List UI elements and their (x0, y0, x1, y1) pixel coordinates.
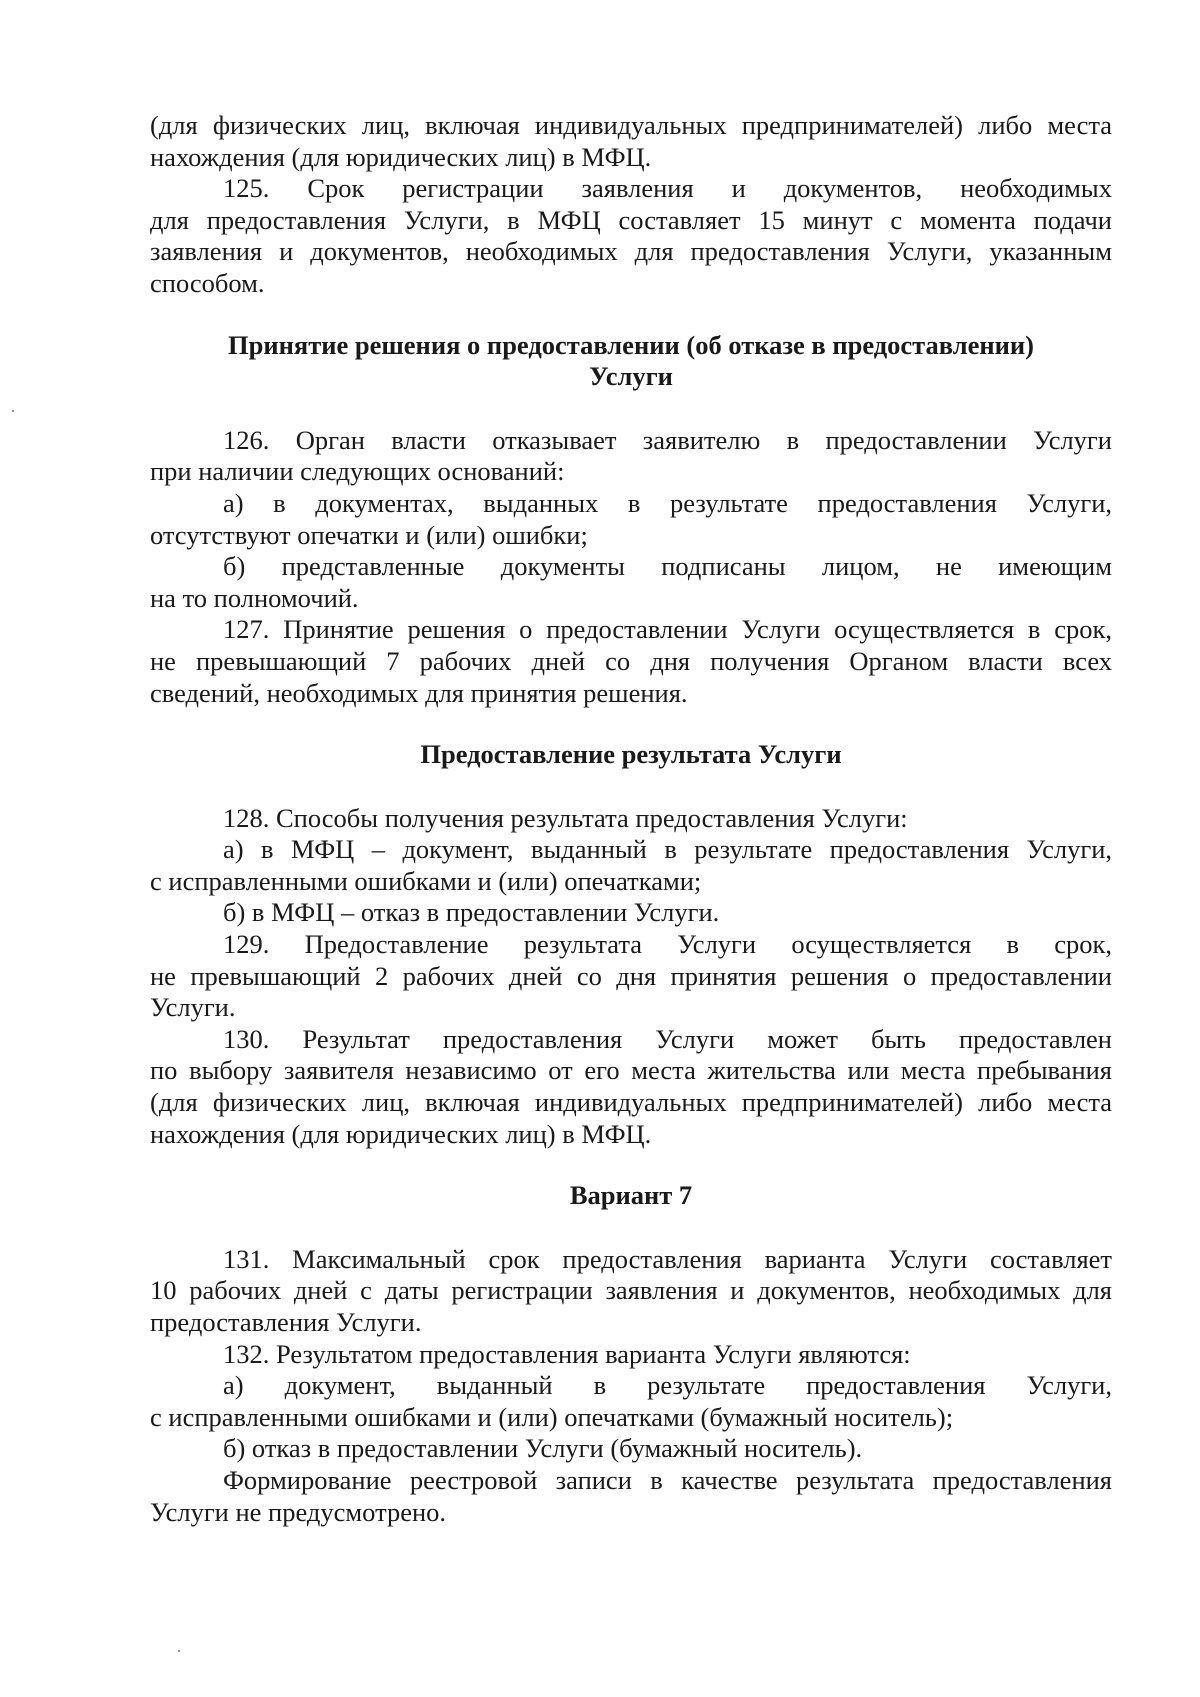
list-item-126b: б) представленные документы подписаны лицом, не имеющим (223, 551, 1112, 582)
text-line: нахождения (для юридических лиц) в МФЦ. (150, 141, 652, 172)
paragraph-131-line: предоставления Услуги. (150, 1307, 422, 1337)
paragraph-126-line: 126. Орган власти отказывает заявителю в предоставлении Услуги (223, 424, 1112, 455)
paragraph-131-line: 131. Максимальный срок предоставления варианта Услуги составляет (223, 1243, 1112, 1274)
paragraph-130-line: 130. Результат предоставления Услуги может быть предоставлен (223, 1023, 1112, 1054)
section-heading-decision: Услуги (589, 361, 673, 392)
scan-speck (12, 410, 14, 412)
section-heading-variant: Вариант 7 (569, 1180, 693, 1211)
paragraph-126-line: при наличии следующих оснований: (150, 456, 565, 487)
paragraph-128-line: 128. Способы получения результата предоставления Услуги: (223, 802, 908, 833)
paragraph-125-line: 125. Срок регистрации заявления и документов, необходимых (223, 173, 1112, 204)
paragraph-130-line: (для физических лиц, включая индивидуальных предпринимателей) либо места (150, 1087, 1112, 1118)
paragraph-129-line: 129. Предоставление результата Услуги осуществляется в срок, (223, 929, 1112, 960)
paragraph-125-line: для предоставления Услуги, в МФЦ составляет 15 минут с момента подачи (150, 204, 1112, 235)
list-item-128b: б) в МФЦ – отказ в предоставлении Услуги. (223, 897, 720, 928)
paragraph-131-line: 10 рабочих дней с даты регистрации заявления и документов, необходимых для (150, 1275, 1112, 1306)
paragraph-132-line: 132. Результатом предоставления варианта Услуги являются: (223, 1338, 911, 1369)
paragraph-129-line: Услуги. (150, 992, 236, 1023)
list-item-132a: а) документ, выданный в результате предоставления Услуги, (223, 1370, 1112, 1401)
paragraph-132-note: Услуги не предусмотрено. (150, 1496, 447, 1527)
paragraph-125-line: способом. (150, 267, 265, 298)
paragraph-129-line: не превышающий 2 рабочих дней со дня принятия решения о предоставлении (150, 960, 1112, 991)
list-item-126a: отсутствуют опечатки и (или) ошибки; (150, 519, 588, 550)
list-item-126a: а) в документах, выданных в результате предоставления Услуги, (223, 487, 1112, 518)
document-body (150, 110, 1112, 1528)
paragraph-130-line: нахождения (для юридических лиц) в МФЦ. (150, 1118, 652, 1149)
paragraph-132-note: Формирование реестровой записи в качестве результата предоставления (223, 1464, 1112, 1495)
list-item-132b: б) отказ в предоставлении Услуги (бумажный носитель). (223, 1433, 863, 1464)
paragraph-127-line: 127. Принятие решения о предоставлении Услуги осуществляется в срок, (223, 614, 1112, 645)
text-line: (для физических лиц, включая индивидуальных предпринимателей) либо места (150, 110, 1112, 140)
section-heading-decision: Принятие решения о предоставлении (об отказе в предоставлении) (228, 329, 1034, 360)
list-item-128a: с исправленными ошибками и (или) опечатками; (150, 865, 702, 896)
list-item-126b: на то полномочий. (150, 582, 359, 613)
list-item-128a: а) в МФЦ – документ, выданный в результате предоставления Услуги, (223, 834, 1112, 865)
section-heading-result: Предоставление результата Услуги (420, 739, 842, 770)
paragraph-125-line: заявления и документов, необходимых для предоставления Услуги, указанным (150, 236, 1112, 267)
scan-speck (178, 1650, 180, 1652)
list-item-132a: с исправленными ошибками и (или) опечатками (бумажный носитель); (150, 1401, 954, 1432)
paragraph-127-line: не превышающий 7 рабочих дней со дня получения Органом власти всех (150, 645, 1112, 676)
paragraph-127-line: сведений, необходимых для принятия решения. (150, 677, 688, 708)
paragraph-130-line: по выбору заявителя независимо от его места жительства или места пребывания (150, 1055, 1112, 1086)
